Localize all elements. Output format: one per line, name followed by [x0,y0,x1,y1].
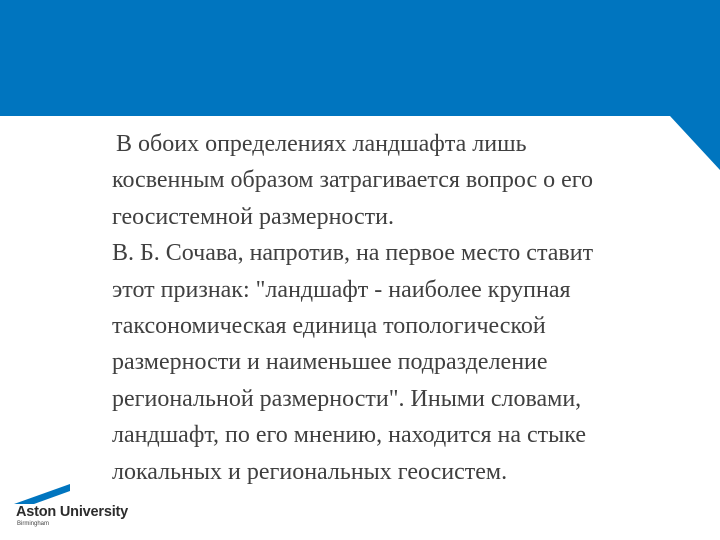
slide-body-text [112,126,702,490]
body-line: геосистемной размерности. [112,203,394,230]
body-line: В обоих определениях ландшафта лишь [116,131,527,157]
logo-name: Aston University [16,504,129,520]
aston-university-logo [14,484,129,532]
aston-logo-mark-icon [14,484,70,504]
body-line: этот признак: "ландшафт - наиболее крупная [112,276,571,303]
body-line: таксономическая единица топологической [112,313,546,340]
top-banner [0,0,720,116]
body-line: В. Б. Сочава, напротив, на первое место ставит [112,240,594,267]
logo-city: Birmingham [17,521,50,527]
body-line: косвенным образом затрагивается вопрос о его [112,167,594,194]
body-line: региональной размерности". Иными словами, [112,385,582,412]
body-line: размерности и наименьшее подразделение [112,349,548,376]
body-line: ландшафт, по его мнению, находится на стыке [112,422,586,449]
body-line: локальных и региональных геосистем. [112,458,508,485]
